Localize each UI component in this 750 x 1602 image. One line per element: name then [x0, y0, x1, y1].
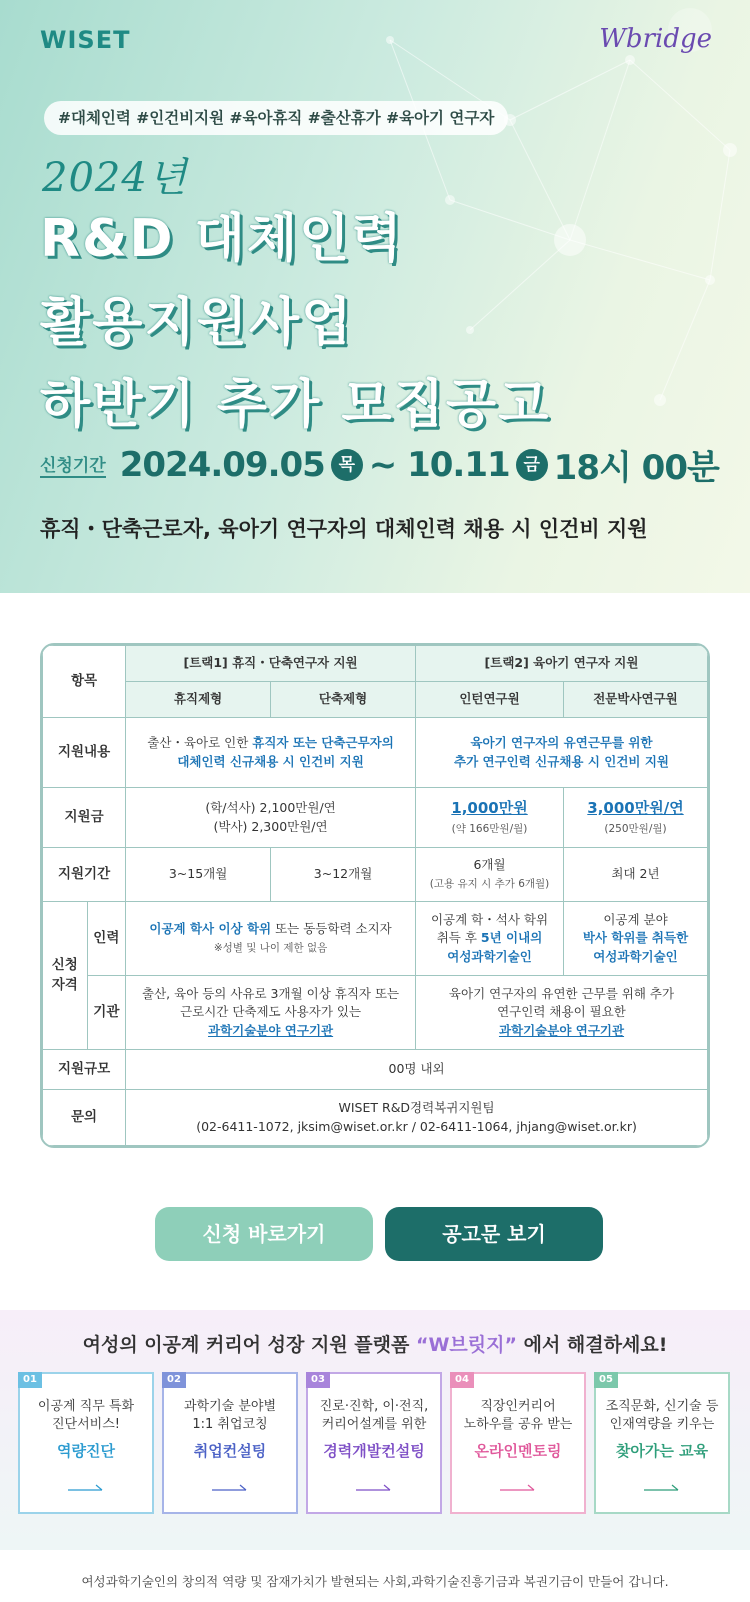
col-item-header: 항목 [43, 646, 126, 718]
org-track2: 육아기 연구자의 유연한 근무를 위해 추가 연구인력 채용이 필요한 과학기술분야 연구기관 [416, 976, 708, 1050]
period-short: 3~12개월 [271, 848, 416, 902]
person-track1: 이공계 학사 이상 학위 또는 동등학력 소지자 ※성별 및 나이 제한 없음 [126, 902, 416, 976]
money-intern: 1,000만원 (약 166만원/월) [416, 788, 564, 848]
info-table [40, 643, 710, 1148]
wbridge-logo[interactable]: Wbridge [599, 24, 712, 54]
sub-header-4: 전문박사연구원 [564, 682, 708, 718]
card-number: 05 [594, 1372, 618, 1388]
service-card-education[interactable] [594, 1372, 730, 1514]
year-label: 2024년 [42, 155, 188, 201]
qual-org-header: 기관 [87, 976, 126, 1050]
title-line-1: R&D 대체인력 [40, 209, 404, 269]
wbridge-section [0, 1310, 750, 1550]
card-number: 03 [306, 1372, 330, 1388]
arrow-right-icon [212, 1482, 248, 1492]
card-name: 역량진단 [57, 1442, 115, 1461]
row-header-contact: 문의 [43, 1090, 126, 1146]
scale-value: 00명 내외 [126, 1050, 708, 1090]
track2-header: [트랙2] 육아기 연구자 지원 [416, 646, 708, 682]
row-header-qualification: 신청 자격 [43, 902, 88, 1050]
row-header-money: 지원금 [43, 788, 126, 848]
person-doctor: 이공계 분야 박사 학위를 취득한 여성과학기술인 [564, 902, 708, 976]
period-separator: ~ 10.11 [368, 444, 510, 485]
content-track2: 육아기 연구자의 유연근무를 위한 추가 연구인력 신규채용 시 인건비 지원 [416, 718, 708, 788]
person-intern: 이공계 학・석사 학위 취득 후 5년 이내의 여성과학기술인 [416, 902, 564, 976]
arrow-right-icon [356, 1482, 392, 1492]
hashtag-pill: #대체인력 #인건비지원 #육아휴직 #출산휴가 #육아기 연구자 [44, 101, 508, 135]
card-number: 01 [18, 1372, 42, 1388]
sub-header-2: 단축제형 [271, 682, 416, 718]
arrow-right-icon [644, 1482, 680, 1492]
arrow-right-icon [500, 1482, 536, 1492]
card-name: 취업컨설팅 [193, 1442, 267, 1461]
money-track1: (학/석사) 2,100만원/연 (박사) 2,300만원/연 [126, 788, 416, 848]
wiset-logo[interactable]: WISET [40, 26, 131, 54]
day-end-badge: 금 [516, 449, 548, 481]
title-line-3: 하반기 추가 모집공고 [40, 375, 551, 435]
qual-person-header: 인력 [87, 902, 126, 976]
card-description: 과학기술 분야별 1:1 취업코칭 [183, 1399, 277, 1433]
period-end: 18시 00분 [553, 448, 719, 488]
card-description: 이공계 직무 특화 진단서비스! [37, 1399, 135, 1433]
org-track1: 출산, 육아 등의 사유로 3개월 이상 휴직자 또는 근로시간 단축제도 사용자가 있는 과학기술분야 연구기관 [126, 976, 416, 1050]
contact-value: WISET R&D경력복귀지원팀 (02-6411-1072, jksim@wiset.or.kr / 02-6411-1064, jhjang@wiset.or.kr) [126, 1090, 708, 1146]
card-description: 직장인커리어 노하우를 공유 받는 [463, 1399, 573, 1433]
sub-header-1: 휴직제형 [126, 682, 271, 718]
notice-button[interactable]: 공고문 보기 [385, 1207, 603, 1261]
money-doctor: 3,000만원/연 (250만원/월) [564, 788, 708, 848]
day-start-badge: 목 [331, 449, 363, 481]
period-start: 2024.09.05 [119, 444, 325, 485]
row-header-period: 지원기간 [43, 848, 126, 902]
period-label: 신청기간 [40, 451, 106, 478]
apply-button[interactable]: 신청 바로가기 [155, 1207, 373, 1261]
title-line-2: 활용지원사업 [40, 293, 354, 353]
footer-text: 여성과학기술인의 창의적 역량 및 잠재가치가 발현되는 사회,과학기술진흥기금과 복권기금이 만들어 갑니다. [81, 1574, 669, 1589]
service-card-diagnosis[interactable] [18, 1372, 154, 1514]
service-card-mentoring[interactable] [450, 1372, 586, 1514]
hero-subtitle: 휴직・단축근로자, 육아기 연구자의 대체인력 채용 시 인건비 지원 [40, 517, 648, 541]
service-cards [18, 1372, 730, 1514]
period-leave: 3~15개월 [126, 848, 271, 902]
row-header-content: 지원내용 [43, 718, 126, 788]
row-header-scale: 지원규모 [43, 1050, 126, 1090]
card-number: 04 [450, 1372, 474, 1388]
sub-header-3: 인턴연구원 [416, 682, 564, 718]
card-description: 진로·진학, 이·전직, 커리어설계를 위한 [319, 1399, 429, 1433]
wbridge-title: 여성의 이공계 커리어 성장 지원 플랫폼 “W브릿지” 에서 해결하세요! [82, 1334, 668, 1356]
application-period [40, 440, 719, 489]
card-number: 02 [162, 1372, 186, 1388]
period-doctor: 최대 2년 [564, 848, 708, 902]
card-description: 조직문화, 신기술 등 인재역량을 키우는 [605, 1399, 719, 1433]
track1-header: [트랙1] 휴직・단축연구자 지원 [126, 646, 416, 682]
hero-banner [0, 0, 750, 593]
card-name: 경력개발컨설팅 [323, 1442, 425, 1461]
content-track1: 출산・육아로 인한 휴직자 또는 단축근무자의 대체인력 신규채용 시 인건비 지원 [126, 718, 416, 788]
service-card-career[interactable] [306, 1372, 442, 1514]
arrow-right-icon [68, 1482, 104, 1492]
period-intern: 6개월 (고용 유지 시 추가 6개월) [416, 848, 564, 902]
service-card-job[interactable] [162, 1372, 298, 1514]
card-name: 온라인멘토링 [474, 1442, 562, 1461]
card-name: 찾아가는 교육 [615, 1442, 709, 1461]
